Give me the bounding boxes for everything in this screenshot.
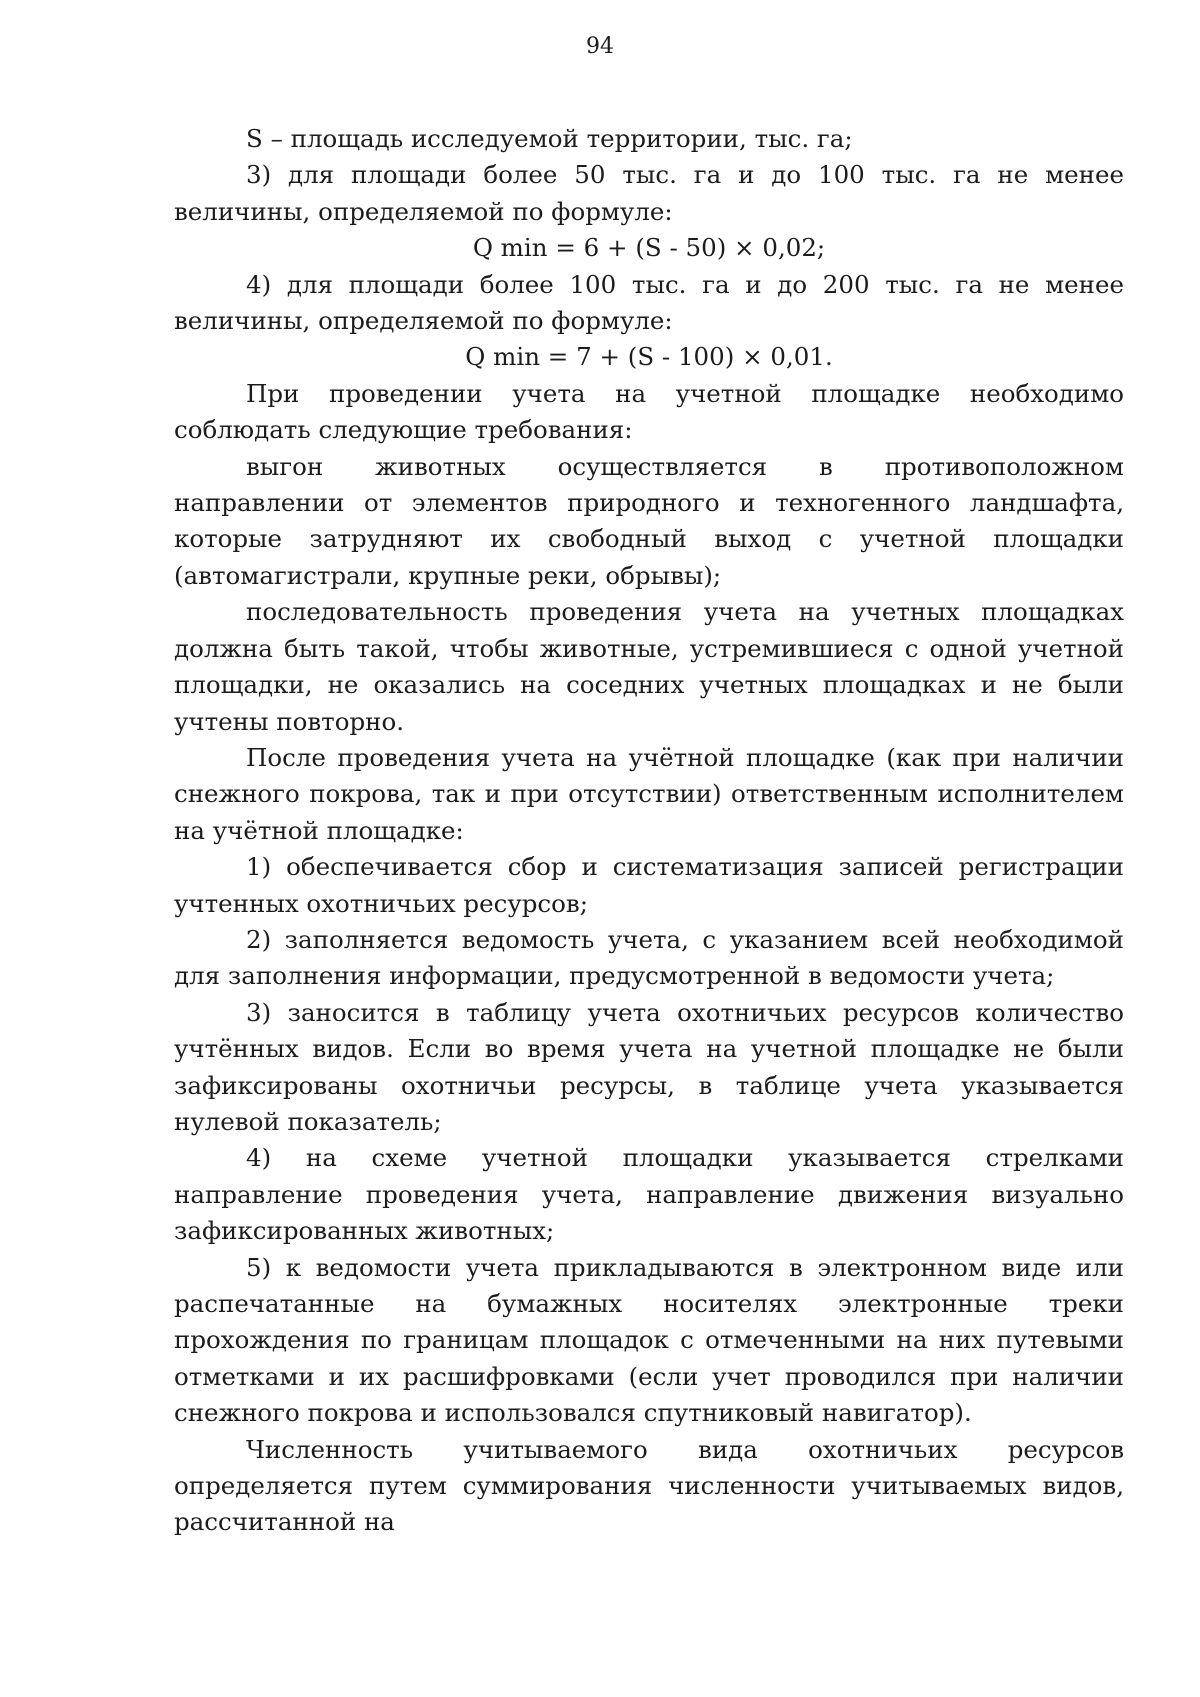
paragraph-requirements-intro: При проведении учета на учетной площадке необходимо соблюдать следующие требования: xyxy=(174,378,1124,445)
document-body xyxy=(174,121,1124,1541)
paragraph-item-3: 3) для площади более 50 тыс. га и до 100 тыс. га не менее величины, определяемой по формуле: xyxy=(174,160,1124,226)
paragraph-step-2: 2) заполняется ведомость учета, с указанием всей необходимой для заполнения информации, предусмотренной в ведомости учета; xyxy=(174,924,1124,991)
paragraph-step-5: 5) к ведомости учета прикладываются в электронном виде или распечатанные на бумажных носителях электронные треки прохождения по границам площадок с отмеченными на них путевыми отметками и их расшифровками (если учет проводился при наличии снежного покрова и использовался спутниковый навигатор). xyxy=(174,1252,1124,1428)
paragraph-requirement-sequence: последовательность проведения учета на учетных площадках должна быть такой, чтобы животные, устремившиеся с одной учетной площадки, не оказались на соседних учетных площадках и не были учтены повторно. xyxy=(174,597,1124,736)
formula-qmin-50-100: Q min = 6 + (S - 50) × 0,02; xyxy=(472,233,826,263)
page-number: 94 xyxy=(586,34,614,59)
paragraph-after-count: После проведения учета на учётной площадке (как при наличии снежного покрова, так и при отсутствии) ответственным исполнителем на учётной площадке: xyxy=(174,742,1124,845)
paragraph-item-4: 4) для площади более 100 тыс. га и до 200 тыс. га не менее величины, определяемой по формуле: xyxy=(174,269,1124,336)
paragraph-requirement-drive: выгон животных осуществляется в противоположном направлении от элементов природного и техногенного ландшафта, которые затрудняют их свободный выход с учетной площадки (автомагистрали, крупные реки, обрывы); xyxy=(174,451,1124,590)
paragraph-step-3: 3) заносится в таблицу учета охотничьих ресурсов количество учтённых видов. Если во время учета на учетной площадке не были зафиксированы охотничьи ресурсы, в таблице учета указывается нулевой показатель; xyxy=(174,997,1124,1136)
paragraph-step-4: 4) на схеме учетной площадки указывается стрелками направление проведения учета, направление движения визуально зафиксированных животных; xyxy=(174,1143,1124,1246)
paragraph-population-calculation: Численность учитываемого вида охотничьих ресурсов определяется путем суммирования численности учитываемых видов, рассчитанной на xyxy=(174,1434,1124,1537)
formula-qmin-100-200: Q min = 7 + (S - 100) × 0,01. xyxy=(465,342,833,372)
paragraph-step-1: 1) обеспечивается сбор и систематизация записей регистрации учтенных охотничьих ресурсов; xyxy=(174,852,1124,918)
paragraph-definition-s: S – площадь исследуемой территории, тыс. га; xyxy=(246,124,853,153)
